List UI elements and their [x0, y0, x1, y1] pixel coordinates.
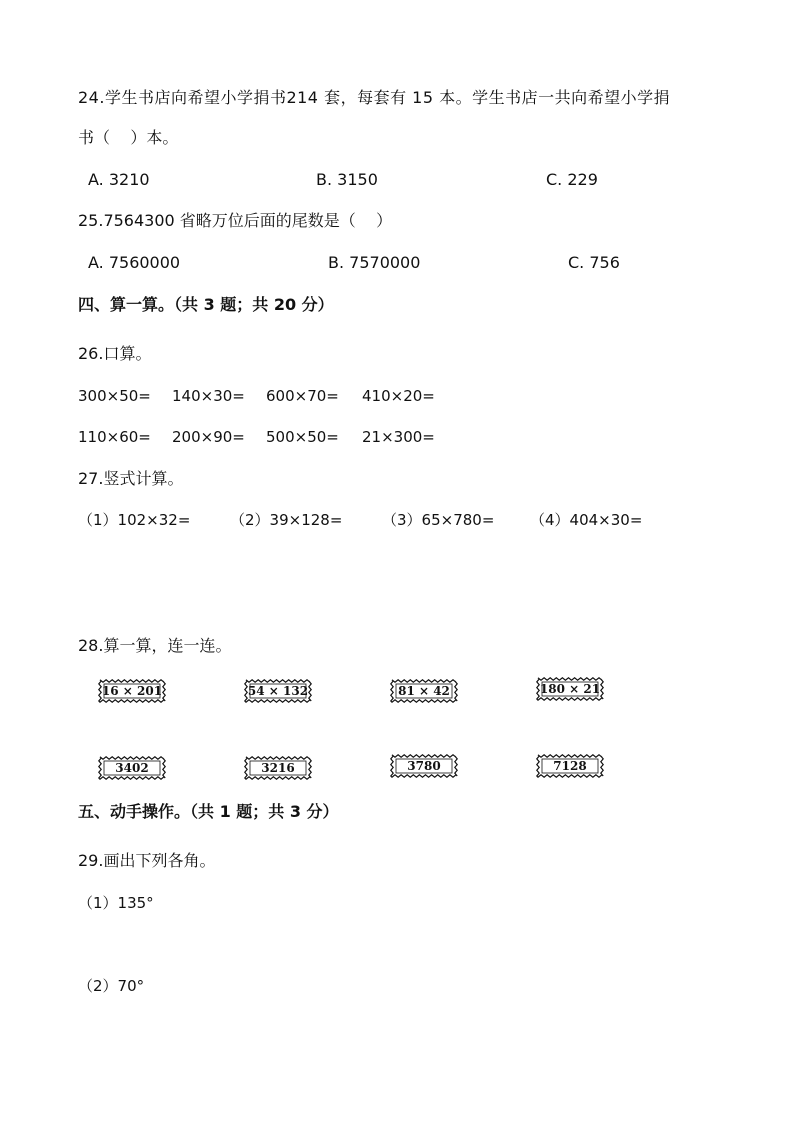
q24-stem-line2: 书（ ）本。: [78, 128, 179, 147]
oral-calc-item: 110×60=: [78, 428, 151, 446]
result-text: 3780: [407, 759, 441, 773]
oral-calc-item: 300×50=: [78, 387, 151, 405]
q27-stem: 27.竖式计算。: [78, 469, 184, 488]
expression-text: 180 × 21: [539, 682, 601, 696]
expression-text: 16 × 201: [101, 684, 163, 698]
result-card-3[interactable]: [390, 754, 458, 778]
expression-text: 81 × 42: [398, 684, 450, 698]
expression-card-2[interactable]: [244, 679, 312, 703]
result-card-4[interactable]: [536, 754, 604, 778]
angle-item-1: （1）135°: [78, 894, 154, 912]
q28-stem: 28.算一算，连一连。: [78, 636, 232, 655]
q26-stem: 26.口算。: [78, 344, 152, 363]
q24-option-c: C. 229: [546, 170, 598, 189]
result-card-2[interactable]: [244, 756, 312, 780]
angle-item-2: （2）70°: [78, 977, 145, 995]
oral-calc-item: 140×30=: [172, 387, 245, 405]
result-card-1[interactable]: [98, 756, 166, 780]
q24-option-b: B. 3150: [316, 170, 378, 189]
result-text: 3402: [115, 761, 149, 775]
q25-option-c: C. 756: [568, 253, 620, 272]
result-text: 3216: [261, 761, 295, 775]
expression-text: 54 × 132: [247, 684, 309, 698]
oral-calc-item: 410×20=: [362, 387, 435, 405]
expression-card-3[interactable]: [390, 679, 458, 703]
q29-stem: 29.画出下列各角。: [78, 851, 216, 870]
q24-option-a: A. 3210: [88, 170, 150, 189]
q25-option-b: B. 7570000: [328, 253, 421, 272]
oral-calc-item: 21×300=: [362, 428, 435, 446]
oral-calc-item: 600×70=: [266, 387, 339, 405]
vertical-calc-item: （4）404×30=: [530, 511, 643, 529]
q24-stem-line1: 24.学生书店向希望小学捐书214 套，每套有 15 本。学生书店一共向希望小学捐: [78, 88, 671, 107]
oral-calc-item: 200×90=: [172, 428, 245, 446]
section-4-heading: 四、算一算。（共 3 题；共 20 分）: [78, 295, 334, 314]
result-text: 7128: [553, 759, 587, 773]
section-5-heading: 五、动手操作。（共 1 题；共 3 分）: [78, 802, 339, 821]
vertical-calc-item: （2）39×128=: [230, 511, 343, 529]
oral-calc-item: 500×50=: [266, 428, 339, 446]
expression-card-4[interactable]: [536, 677, 604, 701]
vertical-calc-item: （3）65×780=: [382, 511, 495, 529]
q25-stem: 25.7564300 省略万位后面的尾数是（ ）: [78, 211, 393, 230]
vertical-calc-item: （1）102×32=: [78, 511, 191, 529]
q25-option-a: A. 7560000: [88, 253, 181, 272]
expression-card-1[interactable]: [98, 679, 166, 703]
